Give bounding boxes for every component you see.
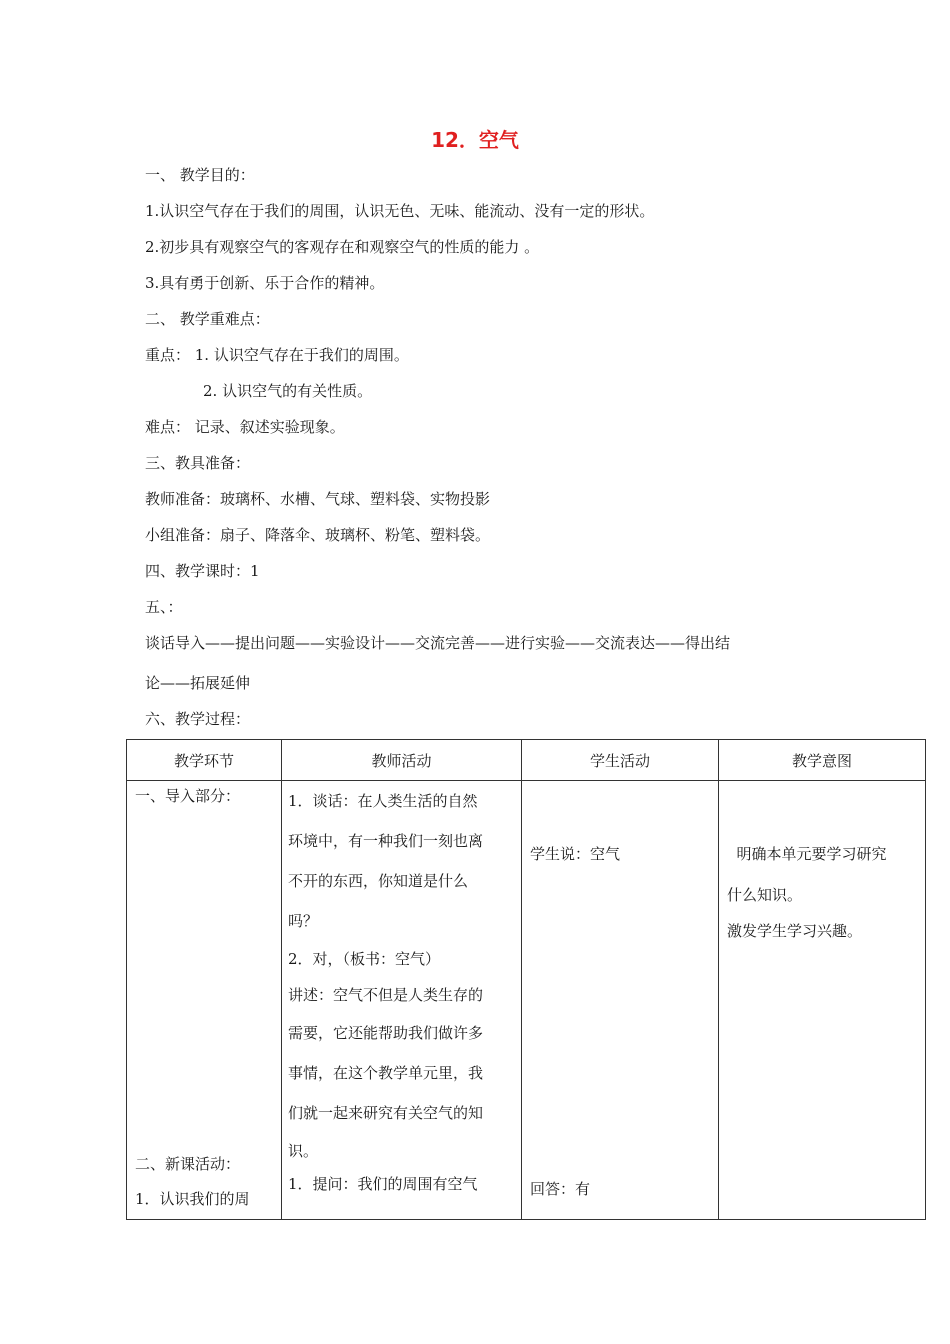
student-answer-yes: 回答：有 [530, 1180, 591, 1198]
lesson-flow-line-2: 论——拓展延伸 [145, 674, 251, 692]
header-student-activity: 学生活动 [522, 740, 719, 781]
teaching-intent-cell [719, 781, 926, 1220]
teacher-activity-cell [282, 781, 522, 1220]
teacher-line: 识。 [288, 1142, 319, 1160]
teacher-line: 需要，它还能帮助我们做许多 [288, 1024, 484, 1042]
table-header-row [127, 740, 926, 781]
intent-line-3: 激发学生学习兴趣。 [727, 922, 863, 940]
teacher-line: 1．提问：我们的周围有空气 [288, 1175, 478, 1193]
table-row [127, 781, 926, 1220]
teacher-line: 1．谈话：在人类生活的自然 [288, 792, 478, 810]
teacher-line: 事情，在这个教学单元里，我 [288, 1064, 484, 1082]
stage-new-activity-item-1: 1．认识我们的周 [135, 1190, 250, 1208]
materials-teacher: 教师准备：玻璃杯、水槽、气球、塑料袋、实物投影 [145, 490, 491, 508]
teacher-line: 不开的东西，你知道是什么 [288, 872, 469, 890]
key-point-2: 2. 认识空气的有关性质。 [203, 382, 373, 400]
intent-line-2: 什么知识。 [727, 886, 803, 904]
key-point-1: 重点： 1. 认识空气存在于我们的周围。 [145, 346, 409, 364]
teacher-line: 吗？ [288, 912, 319, 930]
teaching-process-table [126, 739, 926, 1220]
intent-line-1: 明确本单元要学习研究 [727, 845, 887, 863]
difficulty: 难点： 记录、叙述实验现象。 [145, 418, 345, 436]
section-heading-goals: 一、 教学目的： [145, 166, 255, 184]
teacher-line: 2．对，（板书：空气） [288, 950, 441, 968]
teacher-line: 环境中，有一种我们一刻也离 [288, 832, 484, 850]
lesson-hours: 四、教学课时：1 [145, 562, 260, 580]
goal-item-1: 1.认识空气存在于我们的周围，认识无色、无味、能流动、没有一定的形状。 [145, 202, 655, 220]
stage-new-activity: 二、新课活动： [135, 1155, 241, 1173]
teacher-line: 们就一起来研究有关空气的知 [288, 1104, 484, 1122]
stage-cell [127, 781, 282, 1220]
header-teaching-intent: 教学意图 [719, 740, 926, 781]
section-heading-process: 六、教学过程： [145, 710, 251, 728]
goal-item-3: 3.具有勇于创新、乐于合作的精神。 [145, 274, 385, 292]
teacher-line: 讲述：空气不但是人类生存的 [288, 986, 484, 1004]
student-answer-air: 学生说：空气 [530, 845, 621, 863]
materials-group: 小组准备：扇子、降落伞、玻璃杯、粉笔、塑料袋。 [145, 526, 491, 544]
section-heading-materials: 三、教具准备： [145, 454, 251, 472]
header-teacher-activity: 教师活动 [282, 740, 522, 781]
header-stage: 教学环节 [127, 740, 282, 781]
document-title: 12．空气 [431, 128, 519, 152]
section-heading-key-points: 二、 教学重难点： [145, 310, 270, 328]
student-activity-cell [522, 781, 719, 1220]
stage-intro: 一、导入部分： [135, 787, 241, 805]
section-heading-five: 五、： [145, 598, 183, 616]
goal-item-2: 2.初步具有观察空气的客观存在和观察空气的性质的能力 。 [145, 238, 540, 256]
lesson-flow-line-1: 谈话导入——提出问题——实验设计——交流完善——进行实验——交流表达——得出结 [145, 634, 731, 652]
